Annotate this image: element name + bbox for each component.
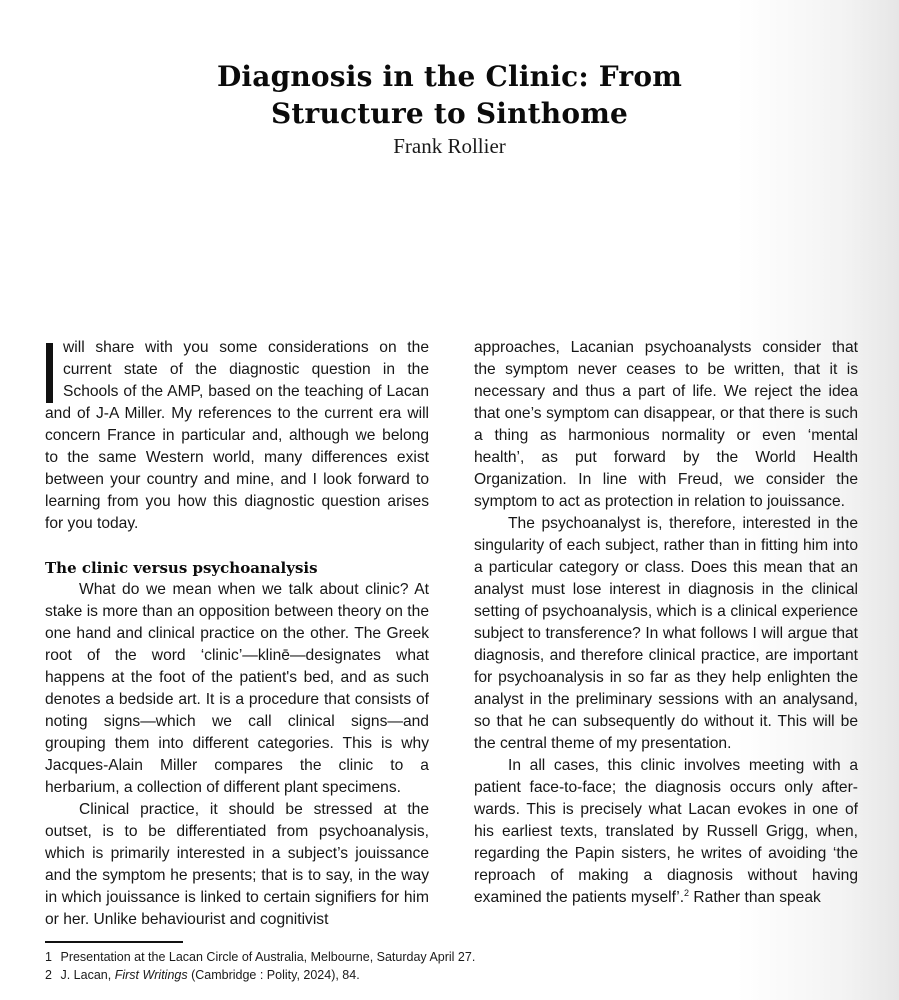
article-header: [0, 58, 899, 159]
paragraph: [474, 755, 858, 909]
footnote-text: (Cambridge : Polity, 2024), 84.: [187, 968, 360, 982]
footnote-2: [45, 966, 745, 984]
title-line-1: Diagnosis in the Clinic: From: [216, 60, 683, 93]
section-heading: The clinic versus psychoanalysis: [45, 559, 318, 577]
opening-paragraph-text: will share with you some considerations on the current state of the diagnostic question in the Schools of the AMP, based on the teaching of Lacan and of J-A Miller. My references to the current era will concern France in particular and, although we belong to the same Western world, many differences exist between your country and mine, and I look forward to learning from you how this diagnostic question arises for you today.: [45, 339, 429, 532]
footnote-number: 1: [45, 950, 52, 964]
paragraph-text: Rather than speak: [689, 889, 821, 906]
opening-paragraph: [45, 337, 429, 535]
article-title: [0, 58, 899, 132]
footnote-number: 2: [45, 968, 52, 982]
footnote-1: [45, 948, 745, 966]
paragraph: What do we mean when we talk about clinic? At stake is more than an opposition between theory on the one hand and clinical practice on the other. The Greek root of the word ‘clinic’—klinē—designates what happens at the foot of the patient's bed, and as such denotes a bedside art. It is a procedure that consists of noting signs—which we call clinical signs—and grouping them into different categories. This is why Jacques-Alain Miller compares the clinic to a herbarium, a collection of different plant specimens.: [45, 581, 429, 796]
footnote-reference[interactable]: 2: [684, 888, 690, 898]
footnote-text: J. Lacan,: [60, 968, 115, 982]
left-column: [45, 337, 429, 931]
author-name: Frank Rollier: [393, 134, 506, 158]
paragraph-continued: approaches, Lacanian psychoanalysts consider that the symptom never ceases to be written, that it is necessary and thus a part of life. We reject the idea that one’s symptom can disappear, or that there is such a thing as harmonious normality or even ‘mental health’, as put forward by the World Health Organization. In line with Freud, we consider the symptom to act as protection in relation to jouissance.: [474, 339, 858, 510]
paragraph: The psychoanalyst is, therefore, interested in the singularity of each subject, rather than in fitting him into a particular category or class. Does this mean that an analyst must lose interest in diagnosis in the clinical setting of psychoanalysis, which is a clinical experience subject to transference? In what follows I will argue that diagnosis, and therefore clinical practice, are important for psychoanalysis in so far as they help enlighten the analyst in the preliminary sessions with an analysand, so that he can subsequently do without it. This will be the central theme of my presentation.: [474, 515, 858, 752]
paragraph-text: In all cases, this clinic involves meeting with a patient face-to-face; the diagnosis occurs only afterwards. This is precisely what Lacan evokes in one of his earliest texts, translated by Russell Grigg, when, regarding the Papin sisters, he writes of avoiding ‘the reproach of making a diagnosis without having examined the patients myself’.: [474, 757, 858, 906]
footnote-divider: [45, 941, 183, 943]
footnote-text: Presentation at the Lacan Circle of Australia, Melbourne, Saturday April 27.: [60, 950, 476, 964]
footnotes: [45, 948, 745, 984]
drop-cap-letter: [46, 343, 53, 403]
paragraph: Clinical practice, it should be stressed at the outset, is to be differentiated from psychoanalysis, which is primarily interested in a subject’s jouissance and the symptom he presents; that is to say, in the way in which jouissance is linked to certain signifiers for him or her. Unlike behaviourist and cognitivist: [45, 801, 429, 928]
book-title: First Writings: [114, 968, 188, 982]
title-line-2: Structure to Sinthome: [270, 97, 629, 130]
right-column: [474, 337, 858, 909]
